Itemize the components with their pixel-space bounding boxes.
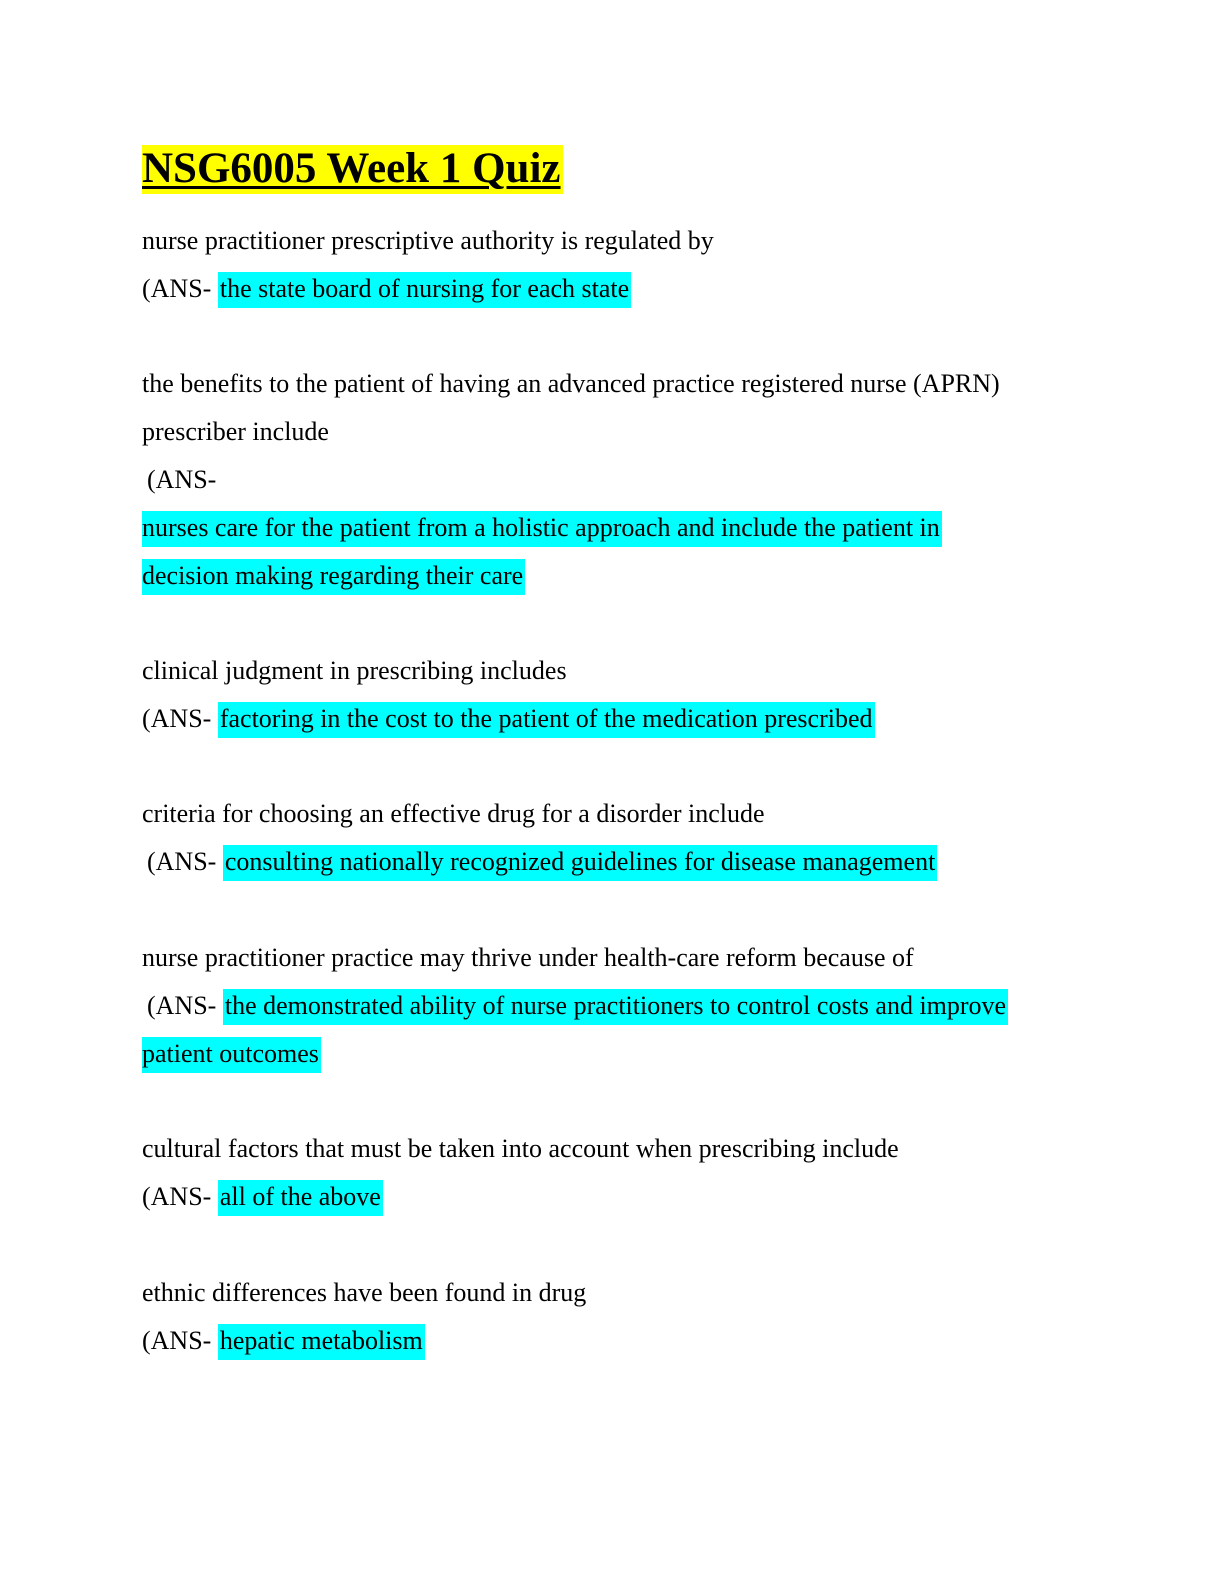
answer-prefix: (ANS- bbox=[142, 1326, 212, 1355]
answer-prefix: (ANS- bbox=[147, 465, 217, 494]
answer-highlight: hepatic metabolism bbox=[218, 1324, 425, 1360]
question-text: nurse practitioner practice may thrive under health-care reform because of bbox=[142, 943, 914, 972]
question-text: prescriber include bbox=[142, 417, 329, 446]
answer-prefix: (ANS- bbox=[147, 991, 217, 1020]
answer-highlight: nurses care for the patient from a holistic approach and include the patient in bbox=[142, 511, 942, 547]
question-text: cultural factors that must be taken into account when prescribing include bbox=[142, 1134, 899, 1163]
answer-highlight: patient outcomes bbox=[142, 1037, 321, 1073]
answer-line bbox=[142, 272, 631, 306]
answer-prefix: (ANS- bbox=[142, 274, 212, 303]
answer-line bbox=[142, 511, 942, 545]
answer-line bbox=[142, 1180, 383, 1214]
question-text: ethnic differences have been found in drug bbox=[142, 1278, 587, 1307]
answer-line bbox=[147, 845, 937, 879]
page-title-text: NSG6005 Week 1 Quiz bbox=[142, 145, 561, 192]
answer-highlight: the demonstrated ability of nurse practitioners to control costs and improve bbox=[223, 989, 1008, 1025]
answer-prefix: (ANS- bbox=[142, 704, 212, 733]
answer-line bbox=[142, 1324, 425, 1358]
answer-line bbox=[147, 989, 1008, 1023]
question-text: nurse practitioner prescriptive authority is regulated by bbox=[142, 226, 714, 255]
answer-line bbox=[142, 702, 875, 736]
question-text: clinical judgment in prescribing includes bbox=[142, 656, 567, 685]
answer-prefix: (ANS- bbox=[147, 847, 217, 876]
answer-highlight: the state board of nursing for each state bbox=[218, 272, 631, 308]
answer-highlight: all of the above bbox=[218, 1180, 383, 1216]
question-text: the benefits to the patient of having an advanced practice registered nurse (APRN) bbox=[142, 369, 1000, 398]
answer-highlight: factoring in the cost to the patient of the medication prescribed bbox=[218, 702, 875, 738]
answer-highlight: consulting nationally recognized guidelines for disease management bbox=[223, 845, 937, 881]
page-title bbox=[142, 138, 563, 200]
answer-prefix: (ANS- bbox=[142, 1182, 212, 1211]
answer-line bbox=[142, 1037, 321, 1071]
answer-highlight: decision making regarding their care bbox=[142, 559, 525, 595]
question-text: criteria for choosing an effective drug for a disorder include bbox=[142, 799, 765, 828]
answer-line bbox=[142, 559, 525, 593]
